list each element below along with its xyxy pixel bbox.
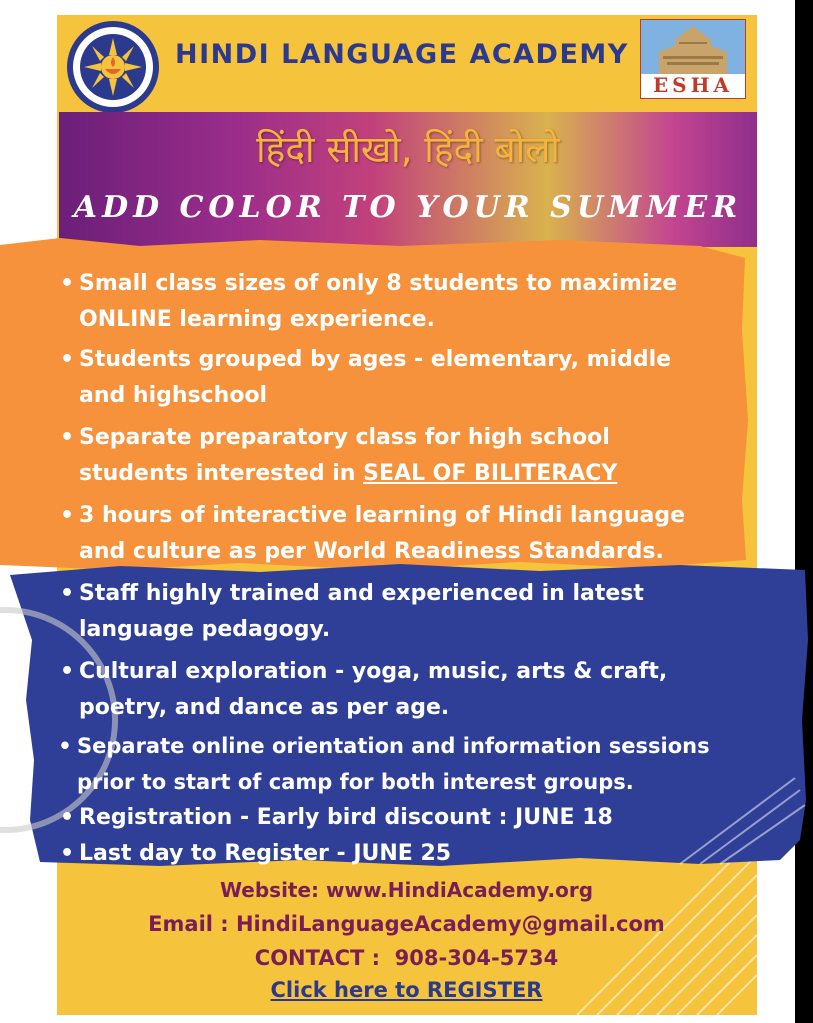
list-item — [55, 576, 644, 648]
summer-tagline: ADD COLOR TO YOUR SUMMER — [73, 190, 743, 225]
website-line: Website: www.HindiAcademy.org — [219, 878, 594, 902]
bullet-dot: • — [59, 581, 75, 606]
email-line: Email : HindiLanguageAcademy@gmail.com — [148, 912, 665, 936]
bullet-dot: • — [59, 347, 75, 372]
seal-of-biliteracy-link[interactable]: SEAL OF BILITERACY — [363, 461, 618, 486]
bullet-dot: • — [59, 805, 75, 830]
bullet-dot: • — [59, 841, 75, 866]
register-link[interactable]: Click here to REGISTER — [270, 978, 543, 1002]
list-item-text: Registration - Early bird discount : JUNE 18 — [79, 805, 613, 830]
list-item-text: Small class sizes of only 8 students to maximize ONLINE learning experience. — [79, 271, 678, 332]
list-item-text: Staff highly trained and experienced in latest language pedagogy. — [79, 581, 644, 642]
list-item-text: 3 hours of interactive learning of Hindi language and culture as per World Readiness Standards. — [79, 503, 686, 564]
bullet-dot: • — [58, 734, 72, 758]
list-item — [55, 266, 677, 338]
contact-line — [0, 946, 813, 970]
list-item — [55, 342, 671, 414]
register-line — [0, 978, 813, 1002]
bullet-dot: • — [59, 659, 75, 684]
list-item — [55, 836, 451, 872]
list-item — [55, 420, 617, 492]
list-item-text: Separate preparatory class for high school students interested in — [79, 425, 610, 486]
list-item-text: Students grouped by ages - elementary, middle and highschool — [79, 347, 672, 408]
list-item — [55, 800, 613, 836]
contact-phone: 908-304-5734 — [394, 946, 559, 970]
hindi-title: हिंदी सीखो, हिंदी बोलो — [256, 128, 560, 171]
list-item — [55, 654, 667, 726]
bullet-dot: • — [59, 503, 75, 528]
bullet-dot: • — [59, 271, 75, 296]
contact-label: CONTACT : — [254, 946, 381, 970]
list-item — [53, 728, 710, 800]
list-item — [55, 498, 685, 570]
list-item-text: Last day to Register - JUNE 25 — [79, 841, 452, 866]
bullet-dot: • — [59, 425, 75, 450]
list-item-text: Separate online orientation and information sessions prior to start of camp for both interest groups. — [77, 734, 710, 794]
academy-title: HINDI LANGUAGE ACADEMY — [175, 39, 629, 70]
list-item-text: Cultural exploration - yoga, music, arts & craft, poetry, and dance as per age. — [79, 659, 668, 720]
esha-label: ESHA — [652, 73, 734, 97]
